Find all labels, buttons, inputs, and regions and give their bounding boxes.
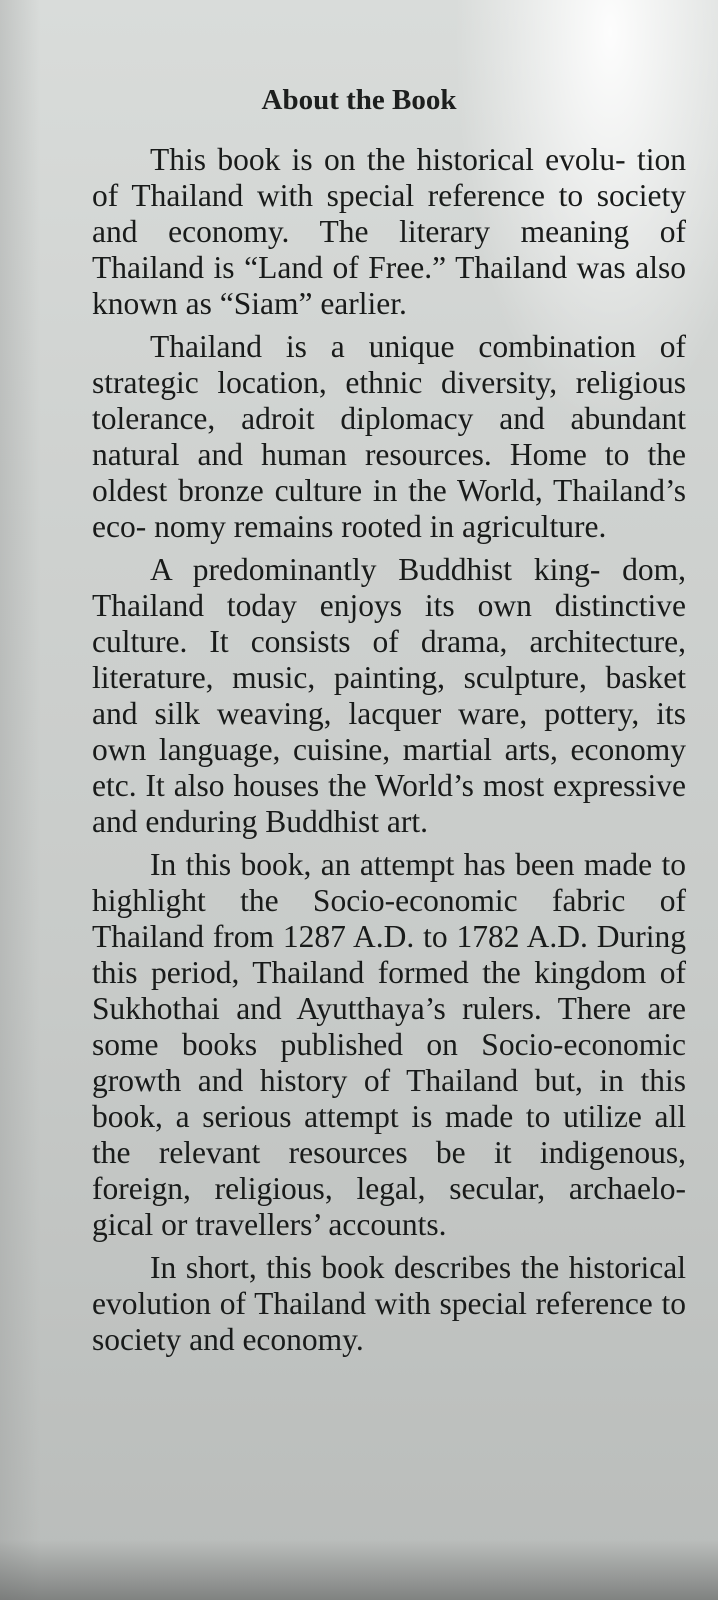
book-description (92, 142, 686, 1365)
page-shadow-bottom (0, 1540, 718, 1600)
paragraph-5: In short, this book describes the historical evolution of Thailand with special reference to society and economy. (92, 1250, 686, 1357)
page-title: About the Book (261, 84, 457, 116)
paragraph-3: A predominantly Buddhist king- dom, Thailand today enjoys its own distinctive culture. It consists of drama, architecture, literature, music, painting, sculpture, basket and silk weaving, lacquer ware, pottery, its own language, cuisine, martial arts, economy etc. It also houses the World’s most expressive and enduring Buddhist art. (92, 552, 686, 839)
paragraph-2: Thailand is a unique combination of strategic location, ethnic diversity, religious tolerance, adroit diplomacy and abundant natural and human resources. Home to the oldest bronze culture in the World, Thailand’s eco- nomy remains rooted in agriculture. (92, 329, 686, 544)
paragraph-1: This book is on the historical evolu- tion of Thailand with special reference to society and economy. The literary meaning of Thailand is “Land of Free.” Thailand was also known as “Siam” earlier. (92, 142, 686, 321)
paragraph-4: In this book, an attempt has been made to highlight the Socio-economic fabric of Thailand from 1287 A.D. to 1782 A.D. During this period, Thailand formed the kingdom of Sukhothai and Ayutthaya’s rulers. There are some books published on Socio-economic growth and history of Thailand but, in this book, a serious attempt is made to utilize all the relevant resources be it indigenous, foreign, religious, legal, secular, archaelo- gical or travellers’ accounts. (92, 847, 686, 1242)
page-shadow-left (0, 0, 40, 1600)
